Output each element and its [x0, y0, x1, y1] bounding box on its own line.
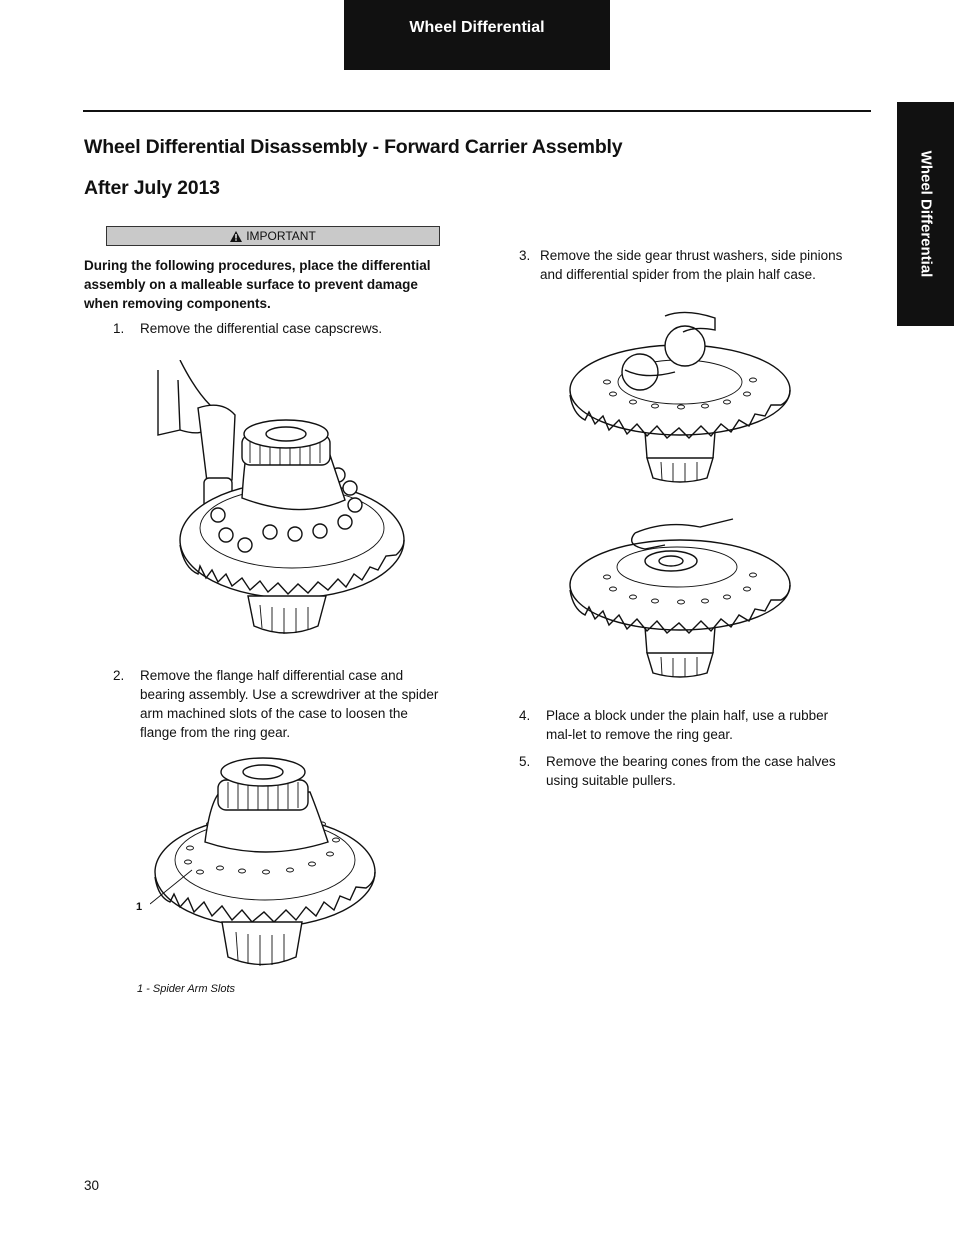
figure-remove-capscrews — [150, 360, 410, 650]
side-tab — [897, 102, 954, 326]
step-text: Remove the differential case capscrews. — [140, 321, 383, 336]
figure-remove-side-gears — [565, 310, 797, 490]
step-number: 2. — [113, 668, 125, 683]
step-number: 3. — [519, 248, 531, 263]
step-text: Remove the side gear thrust washers, side pinions and differential spider from the plain half case. — [540, 248, 843, 282]
figure-callout-1: 1 — [136, 901, 143, 913]
step-number: 1. — [113, 321, 125, 336]
warning-triangle-icon — [230, 231, 242, 242]
step-text: Place a block under the plain half, use a rubber mal-let to remove the ring gear. — [546, 708, 829, 742]
page-title: Wheel Differential Disassembly - Forward Carrier Assembly — [84, 136, 623, 158]
important-banner — [106, 226, 440, 246]
page-number: 30 — [84, 1178, 100, 1193]
step-number: 5. — [519, 754, 531, 769]
step-text: Remove the bearing cones from the case halves using suitable pullers. — [546, 754, 836, 788]
step-text: Remove the flange half differential case and bearing assembly. Use a screwdriver at the spider arm machined slots of the case to loosen the flange from the ring gear. — [140, 668, 439, 740]
important-text: During the following procedures, place the differential assembly on a malleable surface to prevent damage when removing components. — [84, 258, 431, 311]
header-rule — [83, 110, 871, 112]
section-tab-label: Wheel Differential — [409, 19, 545, 36]
page-subtitle: After July 2013 — [84, 177, 220, 199]
step-number: 4. — [519, 708, 531, 723]
figure-remove-spider — [565, 515, 797, 680]
section-tab — [344, 0, 610, 70]
figure-caption: 1 - Spider Arm Slots — [137, 983, 236, 995]
side-tab-label: Wheel Differential — [917, 150, 934, 278]
important-label: IMPORTANT — [246, 229, 316, 243]
figure-spider-arm-slots — [150, 752, 382, 977]
